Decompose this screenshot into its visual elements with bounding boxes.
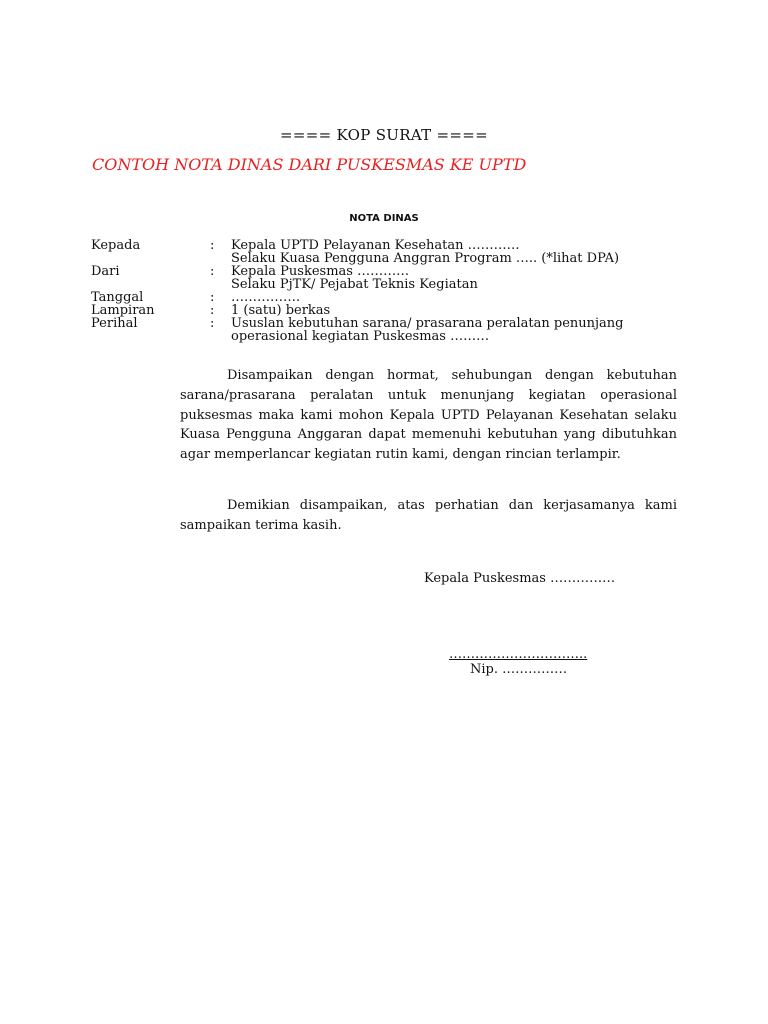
document-subtitle: CONTOH NOTA DINAS DARI PUSKESMAS KE UPTD xyxy=(92,155,527,174)
signature-title: Kepala Puskesmas …………… xyxy=(424,571,616,586)
field-label: Lampiran xyxy=(91,303,155,318)
field-value: operasional kegiatan Puskesmas ……… xyxy=(231,329,490,344)
field-label: Perihal xyxy=(91,316,138,331)
signature-name-line: ………………………….. xyxy=(449,647,588,662)
field-row-tanggal xyxy=(91,291,691,304)
field-value: Selaku PjTK/ Pejabat Teknis Kegiatan xyxy=(231,277,478,292)
body-paragraph-2: Demikian disampaikan, atas perhatian dan kerjasamanya kami sampaikan terima kasih. xyxy=(180,498,677,533)
memo-fields xyxy=(91,239,691,343)
field-value: ……………. xyxy=(231,290,301,305)
document-title: NOTA DINAS xyxy=(349,213,419,224)
field-colon: : xyxy=(210,303,215,318)
body-paragraph-1: Disampaikan dengan hormat, sehubungan dengan kebutuhan sarana/prasarana peralatan untuk menunjang kegiatan operasional puksesmas maka kami mohon Kepala UPTD Pelayanan Kesehatan selaku Kuasa Pengguna Anggaran dapat memenuhi kebutuhan yang dibutuhkan agar memperlancar kegiatan rutin kami, dengan rincian terlampir. xyxy=(180,368,677,463)
field-value: Kepala Puskesmas ………… xyxy=(231,264,410,279)
field-label: Dari xyxy=(91,264,120,279)
field-label: Kepada xyxy=(91,238,141,253)
kop-surat-header: ==== KOP SURAT ==== xyxy=(280,126,488,144)
field-colon: : xyxy=(210,238,215,253)
field-row-dari-cont xyxy=(91,278,691,291)
field-label: Tanggal xyxy=(91,290,144,305)
field-row-perihal-cont xyxy=(91,330,691,343)
field-colon: : xyxy=(210,264,215,279)
field-colon: : xyxy=(210,316,215,331)
field-value: Kepala UPTD Pelayanan Kesehatan ………… xyxy=(231,238,520,253)
signature-nip: Nip. …………… xyxy=(470,662,568,677)
field-value: Ususlan kebutuhan sarana/ prasarana peralatan penunjang xyxy=(231,316,624,331)
field-value: 1 (satu) berkas xyxy=(231,303,331,318)
field-value: Selaku Kuasa Pengguna Anggran Program ….. (*lihat DPA) xyxy=(231,251,620,266)
field-colon: : xyxy=(210,290,215,305)
